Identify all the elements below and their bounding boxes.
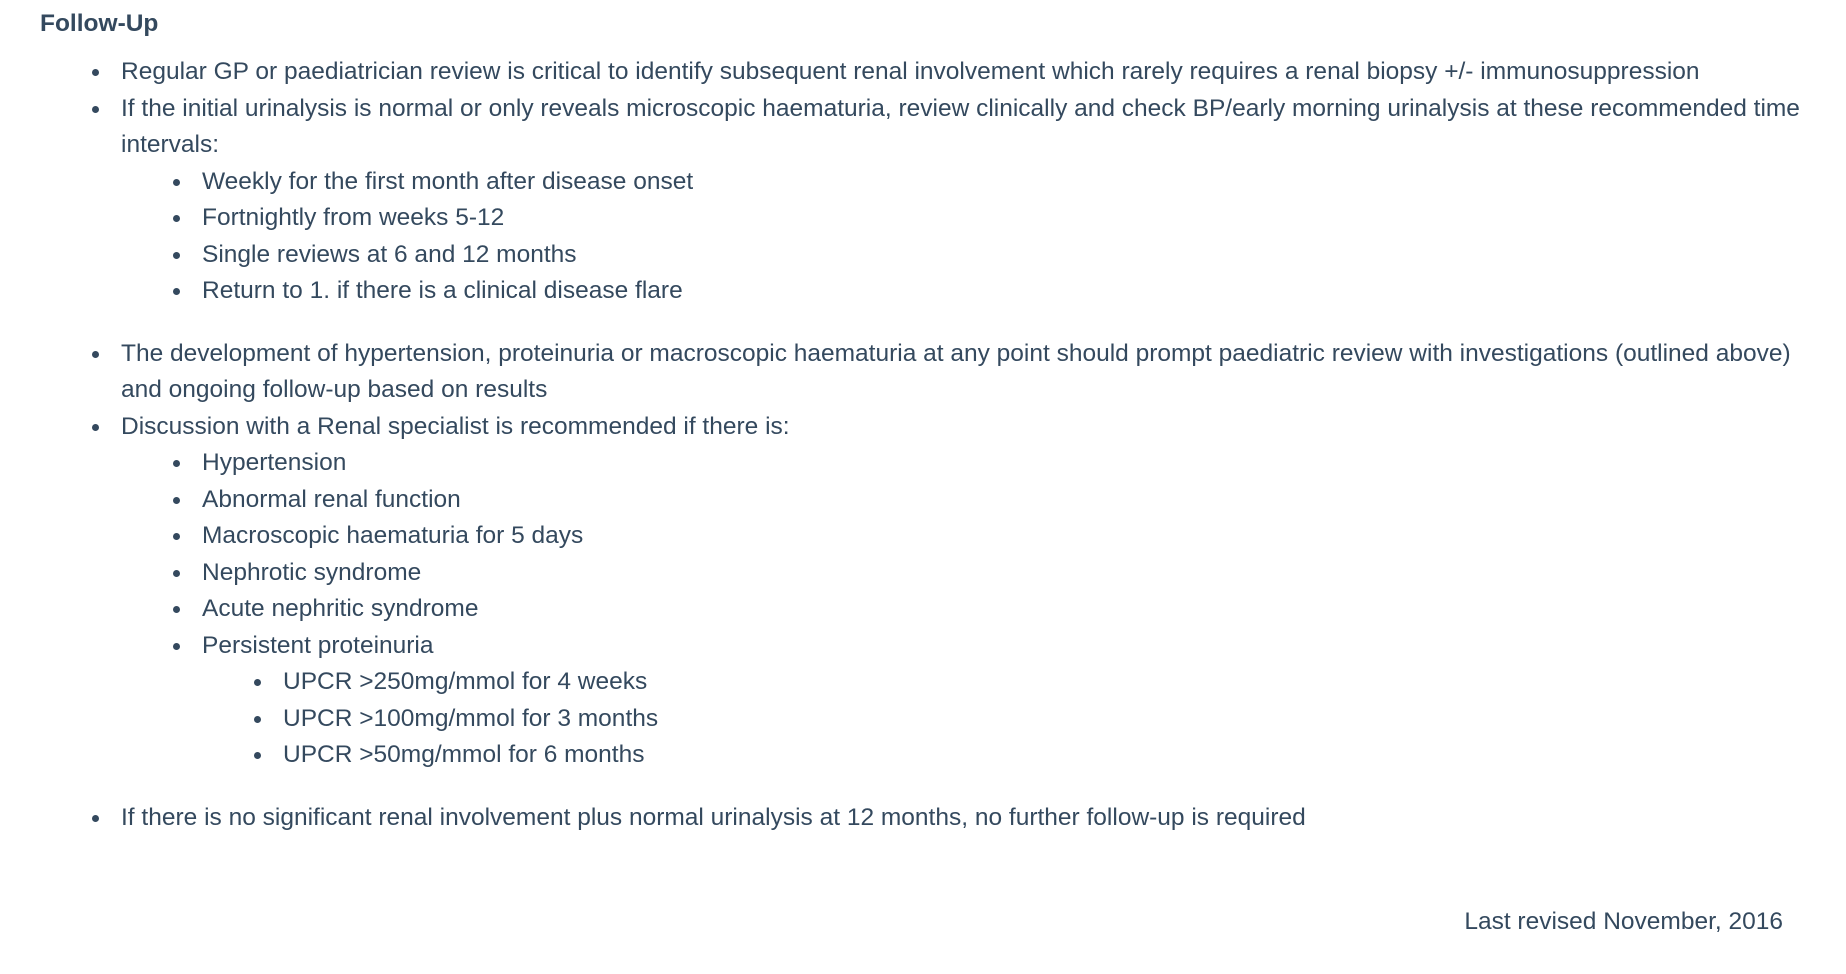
sub-list-item-text: Nephrotic syndrome (202, 558, 422, 586)
sub-list-item-text: Macroscopic haematuria for 5 days (202, 522, 584, 549)
sub-list-item (202, 445, 1820, 482)
sub-list-item (202, 200, 1820, 237)
review-intervals-list (121, 164, 1820, 336)
last-revised-date: Last revised November, 2016 (1464, 908, 1783, 935)
sub-list-item-text: Abnormal renal function (202, 485, 461, 513)
sub-sub-list-item-text: UPCR >250mg/mmol for 4 weeks (283, 668, 648, 695)
sub-list-item-text: Hypertension (202, 449, 347, 476)
sub-list-item-text: Single reviews at 6 and 12 months (202, 240, 577, 268)
sub-sub-list-item-text: UPCR >50mg/mmol for 6 months (283, 741, 645, 768)
renal-referral-criteria-list (121, 445, 1820, 800)
list-item-text: Regular GP or paediatrician review is critical to identify subsequent renal involvement which rarely requires a renal biopsy +/- immunosuppression (121, 58, 1700, 85)
sub-list-item (202, 237, 1820, 274)
sub-sub-list-item (283, 701, 1820, 738)
list-item (121, 336, 1820, 409)
list-item-text: Discussion with a Renal specialist is recommended if there is: (121, 412, 790, 440)
sub-sub-list-item (283, 664, 1820, 701)
sub-list-item (202, 628, 1820, 774)
follow-up-list (40, 54, 1820, 836)
sub-list-item (202, 273, 1820, 310)
sub-list-item-text: Return to 1. if there is a clinical disease flare (202, 277, 683, 304)
sub-list-item (202, 482, 1820, 519)
sub-list-item-text: Acute nephritic syndrome (202, 595, 479, 622)
list-item-text: If the initial urinalysis is normal or only reveals microscopic haematuria, review clinically and check BP/early morning urinalysis at these recommended time intervals: (121, 94, 1800, 158)
list-item (121, 409, 1820, 800)
list-item-text: The development of hypertension, proteinuria or macroscopic haematuria at any point should prompt paediatric review with investigations (outlined above) and ongoing follow-up based on results (121, 339, 1791, 403)
list-item-text: If there is no significant renal involvement plus normal urinalysis at 12 months, no further follow-up is required (121, 803, 1306, 831)
sub-sub-list-item-text: UPCR >100mg/mmol for 3 months (283, 704, 659, 732)
section-heading: Follow-Up (40, 10, 159, 37)
sub-list-item (202, 518, 1820, 555)
list-item (121, 800, 1820, 837)
list-item (121, 91, 1820, 336)
proteinuria-thresholds-list (202, 664, 1820, 774)
sub-list-item (202, 164, 1820, 201)
sub-list-item (202, 591, 1820, 628)
sub-list-item-text: Persistent proteinuria (202, 631, 434, 659)
sub-list-item-text: Weekly for the first month after disease onset (202, 167, 694, 195)
follow-up-section (40, 4, 1820, 836)
sub-list-item (202, 555, 1820, 592)
sub-list-item-text: Fortnightly from weeks 5-12 (202, 204, 505, 231)
sub-sub-list-item (283, 737, 1820, 774)
list-item (121, 54, 1820, 91)
